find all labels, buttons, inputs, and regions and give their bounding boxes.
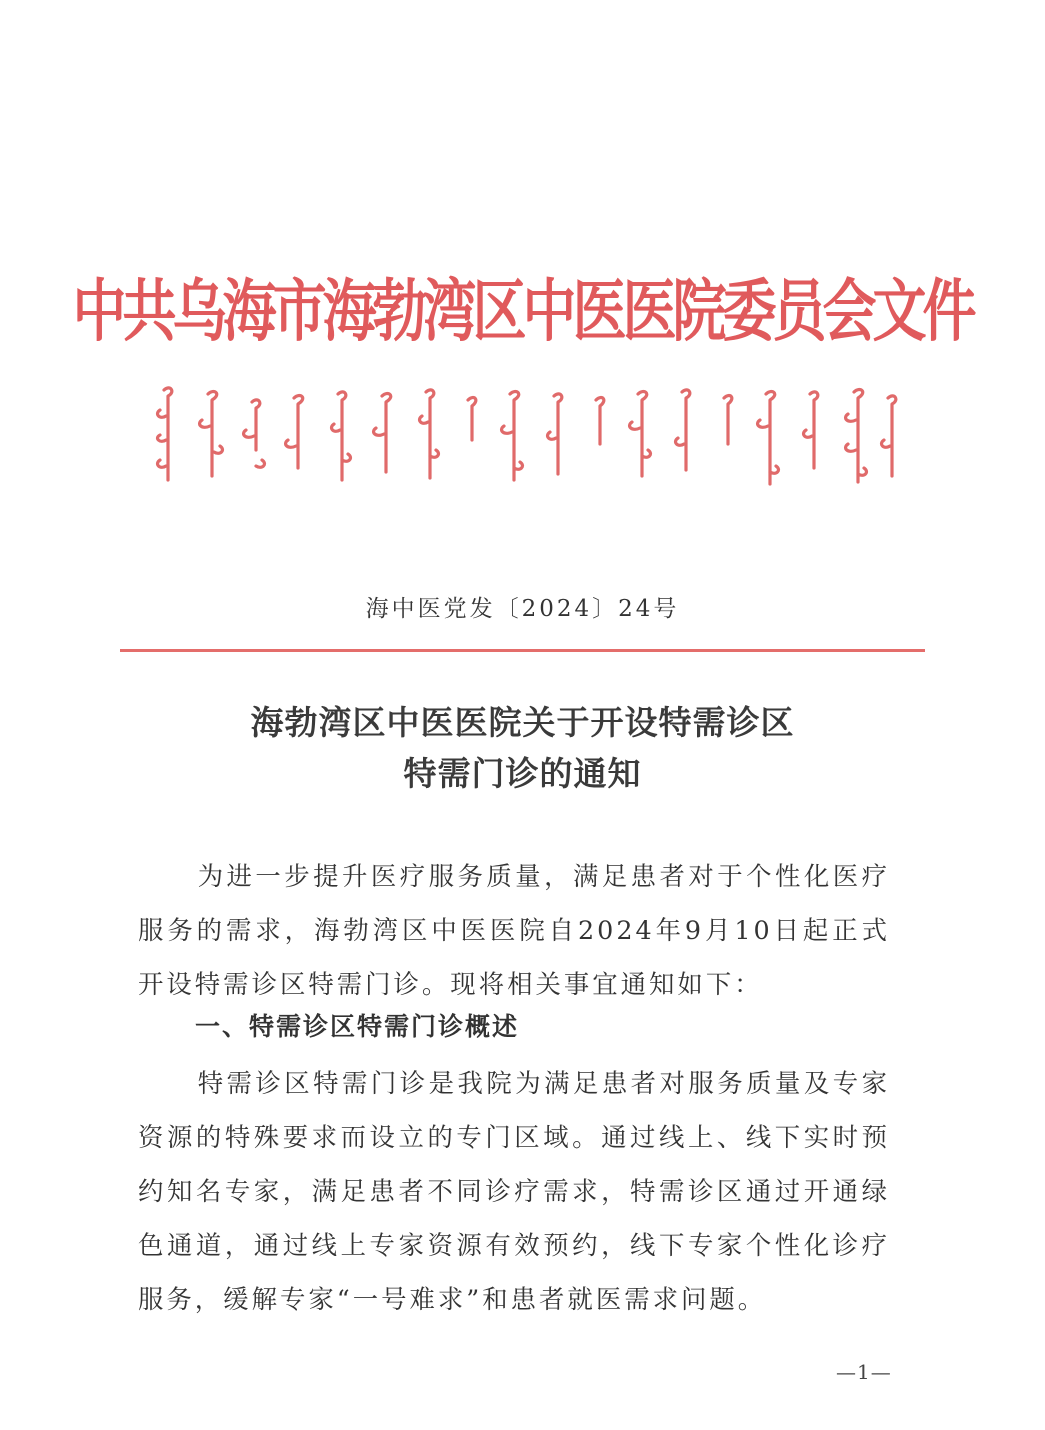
overview-paragraph: 特需诊区特需门诊是我院为满足患者对服务质量及专家资源的特殊要求而设立的专门区域。通过线上、线下实时预约知名专家，满足患者不同诊疗需求，特需诊区通过开通绿色通道，通过线上专家资源有效预约，线下专家个性化诊疗服务，缓解专家“一号难求”和患者就医需求问题。 [138, 1068, 890, 1314]
intro-paragraph: 为进一步提升医疗服务质量，满足患者对于个性化医疗服务的需求，海勃湾区中医医院自2024年9月10日起正式开设特需诊区特需门诊。现将相关事宜通知如下： [138, 861, 890, 999]
document-number: 海中医党发〔2024〕24号 [365, 596, 680, 622]
notice-title-line-2: 特需门诊的通知 [403, 754, 642, 793]
section-heading-1: 一、特需诊区特需门诊概述 [195, 1012, 520, 1041]
page-number: —1— [836, 1360, 892, 1384]
red-divider-line [120, 649, 925, 652]
mongolian-script-title [150, 380, 900, 495]
notice-title-line-1: 海勃湾区中医医院关于开设特需诊区 [250, 703, 795, 742]
issuing-authority-title: 中共乌海市海勃湾区中医医院委员会文件 [72, 271, 973, 351]
